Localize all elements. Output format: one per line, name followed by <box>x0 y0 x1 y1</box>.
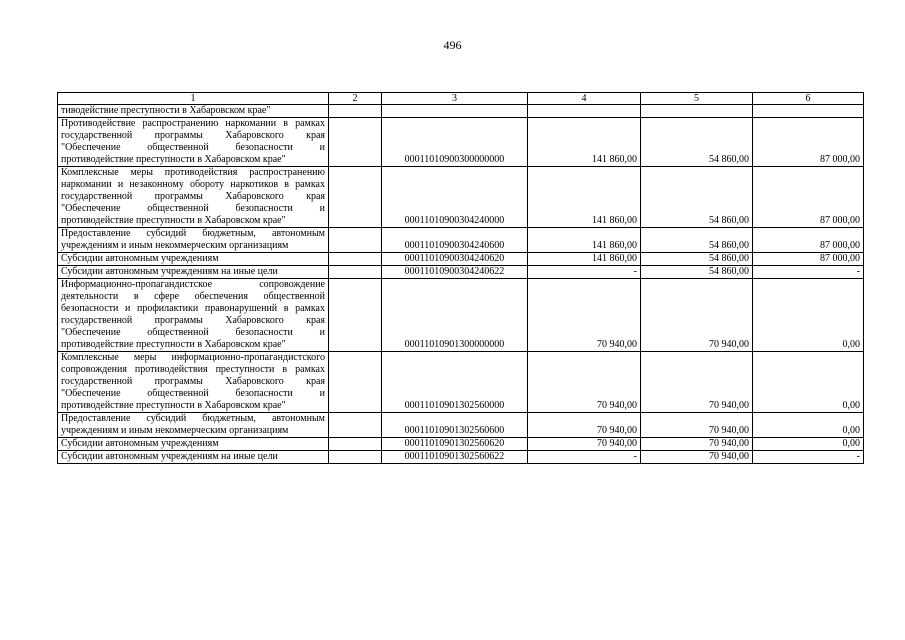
table-row <box>58 105 864 118</box>
row-value-6: 87 000,00 <box>753 253 864 266</box>
row-code: 00011010900304240600 <box>382 228 528 253</box>
row-col2 <box>329 167 382 228</box>
row-name: Субсидии автономным учреждениям <box>58 438 329 451</box>
column-header-3: 3 <box>382 93 528 105</box>
table-row <box>58 279 864 352</box>
row-col2 <box>329 228 382 253</box>
row-col2 <box>329 413 382 438</box>
row-col2 <box>329 352 382 413</box>
row-value-5: 70 940,00 <box>641 438 753 451</box>
row-value-6: 0,00 <box>753 279 864 352</box>
table-row <box>58 228 864 253</box>
row-name: Предоставление субсидий бюджетным, автономным учреждениям и иным некоммерческим организациям <box>58 413 329 438</box>
row-value-6: 0,00 <box>753 352 864 413</box>
table-row <box>58 451 864 464</box>
row-code: 00011010901302560620 <box>382 438 528 451</box>
row-value-4: 141 860,00 <box>528 228 641 253</box>
row-value-6: 0,00 <box>753 413 864 438</box>
row-col2 <box>329 451 382 464</box>
table-row <box>58 118 864 167</box>
row-name: Противодействие распространению наркомании в рамках государственной программы Хабаровского края "Обеспечение общественной безопасности и противодействие преступности в Хабаровском крае" <box>58 118 329 167</box>
column-header-6: 6 <box>753 93 864 105</box>
row-name: Предоставление субсидий бюджетным, автономным учреждениям и иным некоммерческим организациям <box>58 228 329 253</box>
table-row <box>58 413 864 438</box>
row-code: 00011010901300000000 <box>382 279 528 352</box>
row-value-5: 70 940,00 <box>641 451 753 464</box>
row-code: 00011010900304240622 <box>382 266 528 279</box>
row-value-4: 141 860,00 <box>528 167 641 228</box>
row-value-5: 70 940,00 <box>641 352 753 413</box>
table-row <box>58 352 864 413</box>
row-name: Субсидии автономным учреждениям на иные цели <box>58 266 329 279</box>
row-name: тиводействие преступности в Хабаровском крае" <box>58 105 329 118</box>
row-name: Информационно-пропагандистское сопровождение деятельности в сфере обеспечения общественной безопасности и профилактики правонарушений в рамках государственной программы Хабаровского края "Обеспечение общественной безопасности и противодействие преступности в Хабаровском крае" <box>58 279 329 352</box>
row-value-5 <box>641 105 753 118</box>
row-value-4: - <box>528 451 641 464</box>
table-row <box>58 167 864 228</box>
row-value-6: 87 000,00 <box>753 118 864 167</box>
budget-table <box>57 92 864 464</box>
row-code: 00011010901302560600 <box>382 413 528 438</box>
row-code: 00011010900300000000 <box>382 118 528 167</box>
table-header-row <box>58 93 864 105</box>
column-header-4: 4 <box>528 93 641 105</box>
row-col2 <box>329 266 382 279</box>
column-header-1: 1 <box>58 93 329 105</box>
row-value-6: - <box>753 451 864 464</box>
row-value-6 <box>753 105 864 118</box>
row-col2 <box>329 279 382 352</box>
row-value-6: - <box>753 266 864 279</box>
row-value-4: 70 940,00 <box>528 279 641 352</box>
row-value-6: 87 000,00 <box>753 228 864 253</box>
row-value-5: 70 940,00 <box>641 413 753 438</box>
row-name: Субсидии автономным учреждениям на иные цели <box>58 451 329 464</box>
table-row <box>58 438 864 451</box>
row-value-4 <box>528 105 641 118</box>
row-col2 <box>329 118 382 167</box>
row-value-6: 0,00 <box>753 438 864 451</box>
row-value-4: 141 860,00 <box>528 118 641 167</box>
table-row <box>58 266 864 279</box>
row-name: Комплексные меры противодействия распространению наркомании и незаконному обороту наркотиков в рамках государственной программы Хабаровского края "Обеспечение общественной безопасности и противодействие преступности в Хабаровском крае" <box>58 167 329 228</box>
row-value-4: 70 940,00 <box>528 438 641 451</box>
row-value-6: 87 000,00 <box>753 167 864 228</box>
table-row <box>58 253 864 266</box>
column-header-5: 5 <box>641 93 753 105</box>
column-header-2: 2 <box>329 93 382 105</box>
row-col2 <box>329 105 382 118</box>
row-value-4: - <box>528 266 641 279</box>
row-value-5: 54 860,00 <box>641 167 753 228</box>
row-name: Комплексные меры информационно-пропагандистского сопровождения противодействия преступности в рамках государственной программы Хабаровского края "Обеспечение общественной безопасности и противодействие преступности в Хабаровском крае" <box>58 352 329 413</box>
row-value-5: 54 860,00 <box>641 118 753 167</box>
row-code: 00011010901302560000 <box>382 352 528 413</box>
row-value-5: 54 860,00 <box>641 253 753 266</box>
row-value-5: 70 940,00 <box>641 279 753 352</box>
row-name: Субсидии автономным учреждениям <box>58 253 329 266</box>
row-value-5: 54 860,00 <box>641 266 753 279</box>
page-number: 496 <box>443 38 462 52</box>
row-value-4: 70 940,00 <box>528 352 641 413</box>
row-col2 <box>329 438 382 451</box>
row-code: 00011010901302560622 <box>382 451 528 464</box>
row-value-4: 141 860,00 <box>528 253 641 266</box>
row-code: 00011010900304240000 <box>382 167 528 228</box>
row-value-5: 54 860,00 <box>641 228 753 253</box>
row-code <box>382 105 528 118</box>
row-col2 <box>329 253 382 266</box>
row-code: 00011010900304240620 <box>382 253 528 266</box>
row-value-4: 70 940,00 <box>528 413 641 438</box>
